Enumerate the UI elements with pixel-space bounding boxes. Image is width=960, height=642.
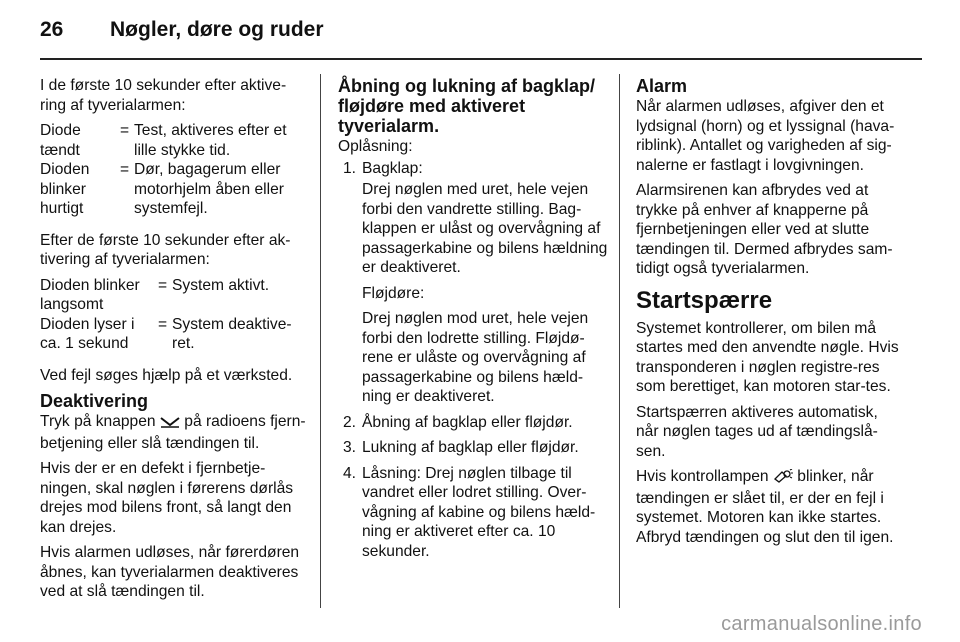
table-sep: = [158,276,168,294]
tailgate-heading: Åbning og lukning af bagklap/ fløjdøre med aktiveret tyverialarm. [338,76,595,136]
list-text: Bagklap: [362,159,423,177]
deactivation-heading: Deaktivering [40,391,149,411]
unlock-label: Oplåsning: [338,138,413,155]
page-header [40,18,324,42]
table-key: Diode tændt [40,122,81,159]
tailgate-text: Drej nøglen med uret, hele vejen forbi den vandrette stilling. Bag-klappen er ulåst og overvågning af passagerkabine og bilens hældning er deaktiveret. [362,181,608,276]
column-3 [636,76,904,553]
column-divider-1 [320,74,321,608]
column-1 [40,76,308,608]
table-key: Dioden blinker hurtigt [40,161,90,217]
alarm-heading: Alarm [636,76,688,96]
text-fragment: Hvis kontrollampen [636,468,769,485]
alarm-paragraph-2: Alarmsirenen kan afbrydes ved at trykke på enhver af knapperne på fjernbetjeningen eller ved at slutte tændingen til. Dermed afbrydes sam-tidigt også tyverialarmen. [636,182,893,277]
alarm-paragraph-1: Når alarmen udløses, afgiver den et lydsignal (horn) og et lyssignal (hava-riblink). Antallet og varigheden af sig-nalerne er fastlagt i lovgivningen. [636,98,895,174]
intro-paragraph-1: I de første 10 sekunder efter aktive-ring af tyverialarmen: [40,77,287,114]
watermark: carmanualsonline.info [721,613,922,635]
table-value: Test, aktiveres efter et lille stykke tid. [134,122,287,159]
table-value: System deaktive-ret. [172,315,292,352]
table-key: Dioden lyser i ca. 1 sekund [40,315,135,352]
side-doors-label: Fløjdøre: [362,284,425,302]
immobilizer-heading: Startspærre [636,286,773,314]
list-item [338,438,608,458]
column-2 [338,76,608,567]
intro-paragraph-2: Efter de første 10 sekunder efter ak-tivering af tyverialarmen: [40,231,291,268]
table-sep: = [120,161,130,178]
text-fragment: på radioens fjern-betjening eller slå tændingen til. [40,413,306,452]
list-item [338,413,608,433]
list-text: Låsning: Drej nøglen tilbage til vandret eller lodret stilling. Over-vågning af kabine og bilens hæld-ning er aktiveret efter ca. 10 sekunder. [362,464,596,560]
procedure-list [338,159,608,562]
status-table-1 [40,121,308,219]
deactivation-paragraph-3: Hvis alarmen udløses, når førerdøren åbnes, kan tyverialarmen deaktiveres ved at slå tændingen til. [40,544,300,600]
list-text: Lukning af bagklap eller fløjdør. [362,439,579,456]
immobilizer-paragraph-3 [636,467,904,547]
table-value: Dør, bagagerum eller motorhjelm åben eller systemfejl. [134,161,284,217]
fault-paragraph: Ved fejl søges hjælp på et værksted. [40,366,293,384]
table-sep: = [120,122,130,139]
deactivation-paragraph-2: Hvis der er en defekt i fjernbetje-ningen, skal nøglen i førerens dørlås drejes mod bilens front, så langt den kan drejes. [40,460,294,536]
side-doors-text: Drej nøglen mod uret, hele vejen forbi den lodrette stilling. Fløjdø-rene er ulåste og overvågning af passagerkabine og bilens hæld-ning er deaktiveret. [362,310,589,405]
immobilizer-paragraph-2: Startspærren aktiveres automatisk, når nøglen tages ud af tændingslå-sen. [636,403,878,460]
list-number: 3. [342,439,356,456]
list-item [338,159,608,407]
key-warning-lamp-icon [773,469,793,489]
table-sep: = [158,315,168,333]
status-table-2 [40,276,308,354]
table-value: System aktivt. [172,276,270,294]
text-fragment: Tryk på knappen [40,413,156,430]
list-number: 2. [342,413,356,431]
header-rule [40,58,922,60]
text-fragment: blinker, når tændingen er slået til, er der en fejl i systemet. Motoren kan ikke startes. Afbryd tændingen og slut den til igen. [636,468,894,546]
chapter-title: Nøgler, døre og ruder [110,18,324,41]
list-number: 4. [342,464,356,482]
table-key: Dioden blinker langsomt [40,276,140,313]
column-divider-2 [619,74,620,608]
list-number: 1. [342,159,356,177]
deactivation-paragraph-1 [40,412,308,453]
list-item [338,464,608,562]
page-number: 26 [40,18,64,41]
unlock-button-icon [160,414,180,434]
list-text: Åbning af bagklap eller fløjdør. [362,413,573,431]
immobilizer-paragraph-1: Systemet kontrollerer, om bilen må startes med den anvendte nøgle. Hvis transponderen i nøglen registre-res som berettiget, kan motoren star-tes. [636,319,899,395]
